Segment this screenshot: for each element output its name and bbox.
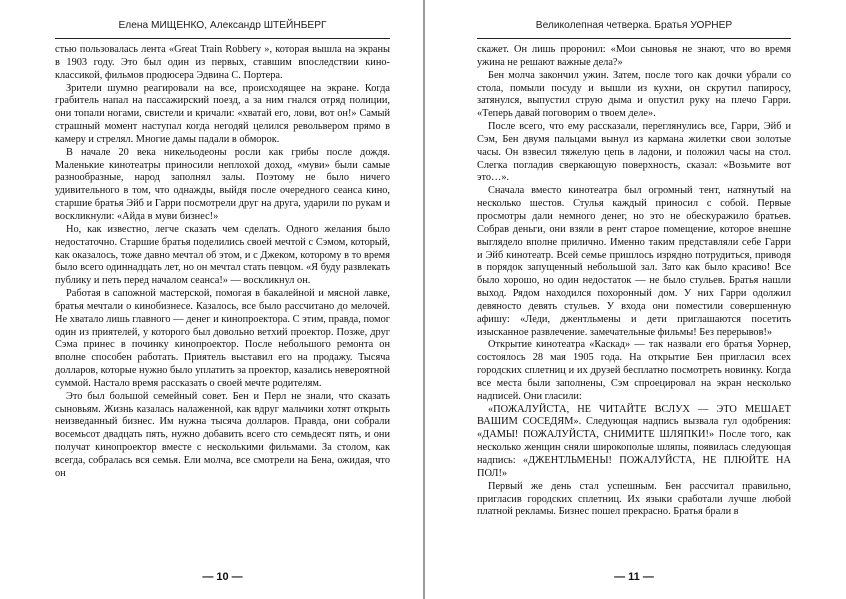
- right-running-head: Великолепная четверка. Братья УОРНЕР: [477, 14, 791, 39]
- right-page: [425, 0, 846, 599]
- paragraph: В начале 20 века никельодеоны росли как грибы после дождя. Маленькие кинотеатры приносили неплохой доход, «муви» были самые разнообразные, народ заполнял залы. Поэтому не было ничего удивительного в том, что однажды, выйдя после очередного сеанса кино, старшие братья Эйб и Гарри посмотрели друг на друга, ударили по рукам и воскликнули: «Айда в муви бизнес!»: [55, 146, 390, 222]
- left-running-head: Елена МИЩЕНКО, Александр ШТЕЙНБЕРГ: [55, 14, 390, 39]
- paragraph: Работая в сапожной мастерской, помогая в бакалейной и мясной лавке, братья мечтали о кинобизнесе. Казалось, все было рассчитано до мелочей. Не хватало лишь главного — денег и кинопроектора. С этим, правда, помог один из приятелей, у которого был довольно ветхий проектор. Позже, друг Сэма принес в починку кинопроектор. После небольшого ремонта он вполне способен работать. Приятель выставил его на продажу. Тысяча долларов, которые нужно было уплатить за проектор, казались невероятной суммой. Настало время рассказать о своей мечте родителям.: [55, 288, 390, 389]
- paragraph: Зрители шумно реагировали на все, происходящее на экране. Когда грабитель напал на пассажирский поезд, а за ним гнался отряд полиции, они топали ногами, свистели и кричали: «хватай его, лови, вот он!» Самый страшный момент наступал когда негодяй целился револьвером прямо в камеру и стрелял. Многие дамы падали в обморок.: [55, 82, 390, 145]
- paragraph: После всего, что ему рассказали, переглянулись все, Гарри, Эйб и Сэм, Бен двумя пальцами вынул из кармана жилетки свои золотые часы. Он взвесил тяжелую цепь в ладони, и положил часы на стол. Слегка погладив сверкающую поверхность, сказал: «Возьмите вот это…».: [477, 121, 791, 184]
- paragraph: стью пользовалась лента «Great Train Robbery », которая вышла на экраны в 1903 году. Это был один из первых, ставшим впоследствии кино-классикой, фильмов продюсера Эдвина С. Портера.: [55, 44, 390, 81]
- right-page-number: — 11 —: [614, 571, 654, 583]
- left-page-number: — 10 —: [202, 571, 243, 583]
- paragraph: Сначала вместо кинотеатра был огромный тент, натянутый на несколько шестов. Стулья каждый приносил с собой. Первые просмотры дали немного денег, но это не обескуражило братьев. Собрав деньги, они взяли в рент старое помещение, которое внешне выглядело вполне прилично. Именно таким представляли себе Гарри и Эйб кинотеатр. Всей семье пришлось изрядно потрудиться, приводя в порядок запущенный небольшой зал. Зато как было красиво! Все было хорошо, но один недостаток — не было стульев. Братья нашли выход. Рядом находился похоронный дом. У них Гарри одолжил девяносто девять стульев. У входа они поместили совершенную афишу: «Леди, джентльмены и дети приглашаются посетить изысканное развлечение. замечательные фильмы! Без перерывов!»: [477, 185, 791, 338]
- paragraph: Первый же день стал успешным. Бен рассчитал правильно, пригласив городских сплетниц. Их языки сработали лучше любой платной рекламы. Бизнес пошел прекрасно. Братья брали в: [477, 480, 791, 518]
- paragraph: скажет. Он лишь проронил: «Мои сыновья не знают, что во время ужина не решают важные дела?»: [477, 44, 791, 68]
- right-body-text: [477, 44, 791, 556]
- page-number-value: 11: [628, 571, 640, 583]
- paragraph: Но, как известно, легче сказать чем сделать. Одного желания было недостаточно. Старшие братья поделились своей мечтой с Сэмом, который, как оказалось, тоже давно мечтал об этом, и с Джеком, которому в то время было всего одиннадцать лет, но он мечтал стать певцом. «Я буду развлекать публику и петь перед началом сеанса!» — воскликнул он.: [55, 223, 390, 287]
- page-number-value: 10: [216, 571, 229, 583]
- paragraph: «ПОЖАЛУЙСТА, НЕ ЧИТАЙТЕ ВСЛУХ — ЭТО МЕШАЕТ ВАШИМ СОСЕДЯМ». Следующая надпись вызвала гул одобрения: «ДАМЫ! ПОЖАЛУЙСТА, СНИМИТЕ ШЛЯПКИ!» После того, как несколько женщин сняли широкополые шляпы, появилась следующая надпись: «ДЖЕНТЛЬМЕНЫ! ПОЖАЛУЙСТА, НЕ ПЛЮЙТЕ НА ПОЛ!»: [477, 403, 791, 479]
- paragraph: Открытие кинотеатра «Каскад» — так назвали его братья Уорнер, состоялось 28 мая 1905 года. На открытие Бен пригласил всех городских сплетниц и их друзей бесплатно посмотреть новинку. Когда все места были заполнены, Сэм спроецировал на экран несколько надписей. Они гласили:: [477, 339, 791, 402]
- paragraph: Это был большой семейный совет. Бен и Перл не знали, что сказать сыновьям. Жизнь казалась налаженной, как вдруг мальчики хотят открыть неизведанный бизнес. Им нужна тысяча долларов. Правда, они собрали восемьсот двадцать пять, нужно добавить всего сто семьдесят пять, и они получат кинопроектор вместе с несколькими фильмами. За столом, как всегда, собралась вся семья. Ели молча, все смотрели на Бена, ожидая, что он: [55, 390, 390, 479]
- paragraph: Бен молча закончил ужин. Затем, после того как дочки убрали со стола, помыли посуду и вышли из кухни, он скрутил папиросу, затянулся, выпустил струю дыма и опустил руку на плечо Гарри. «Теперь давай поговорим о твоем деле».: [477, 69, 791, 120]
- left-body-text: [55, 44, 390, 556]
